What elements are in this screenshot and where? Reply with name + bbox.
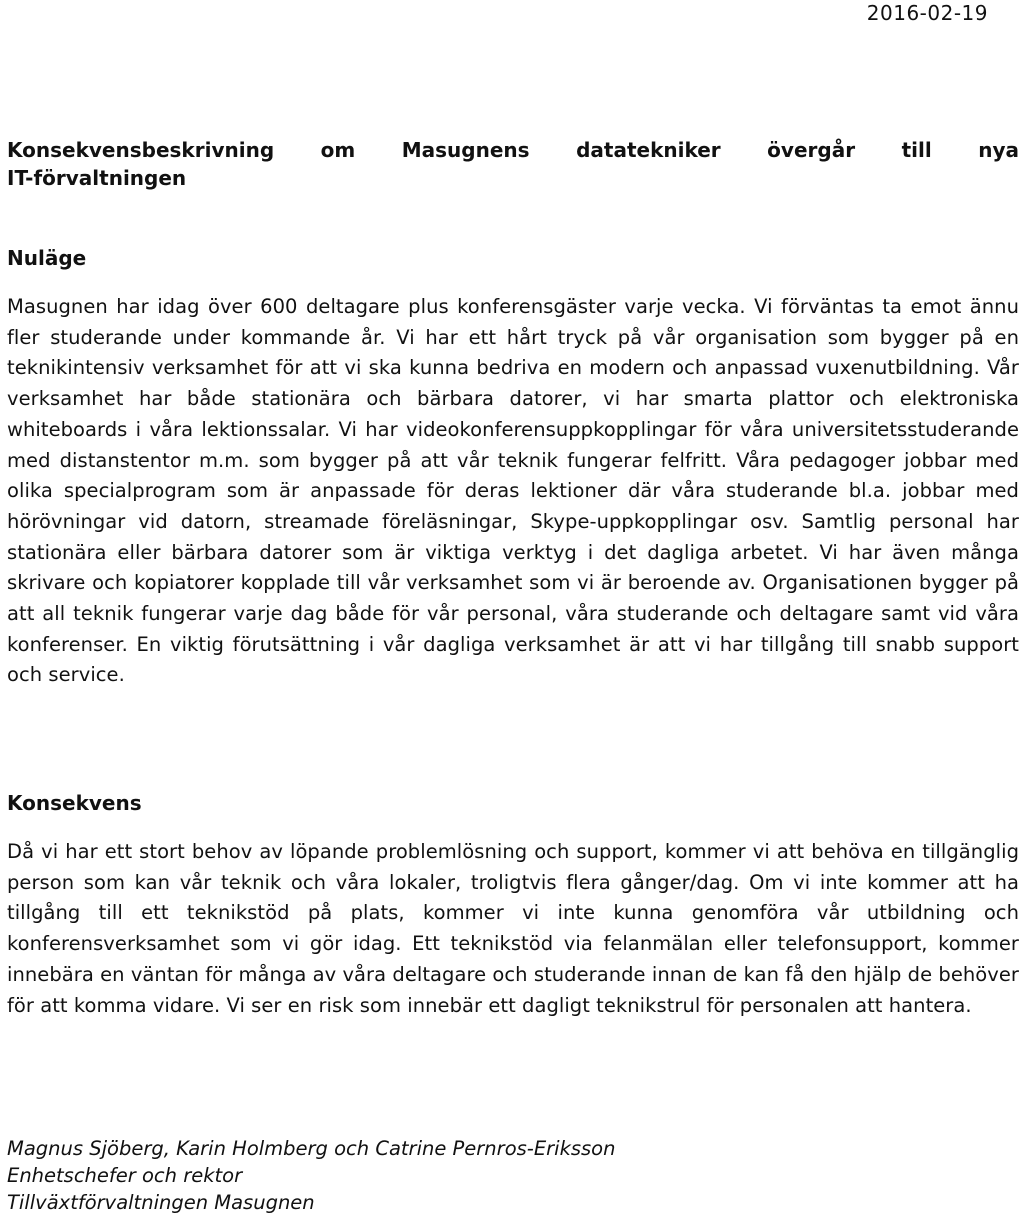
section-heading-nulage: Nuläge bbox=[7, 246, 87, 270]
document-title bbox=[7, 136, 1019, 192]
signature-organization: Tillväxtförvaltningen Masugnen bbox=[7, 1191, 315, 1214]
document-title-line-1: Konsekvensbeskrivning om Masugnens datatekniker övergår till nya bbox=[7, 138, 1019, 162]
signature-block bbox=[7, 1135, 615, 1216]
section-body-nulage: Masugnen har idag över 600 deltagare plus konferensgäster varje vecka. Vi förväntas ta emot ännu fler studerande under kommande år. Vi har ett hårt tryck på vår organisation som bygger på en teknikintensiv verksamhet för att vi ska kunna bedriva en modern och anpassad vuxenutbildning. Vår verksamhet har både stationära och bärbara datorer, vi har smarta plattor och elektroniska whiteboards i våra lektionssalar. Vi har videokonferensuppkopplingar för våra universitetsstuderande med distanstentor m.m. som bygger på att vår teknik fungerar felfritt. Våra pedagoger jobbar med olika specialprogram som är anpassade för deras lektioner där våra studerande bl.a. jobbar med hörövningar vid datorn, streamade föreläsningar, Skype-uppkopplingar osv. Samtlig personal har stationära eller bärbara datorer som är viktiga verktyg i det dagliga arbetet. Vi har även många skrivare och kopiatorer kopplade till vår verksamhet som vi är beroende av. Organisationen bygger på att all teknik fungerar varje dag både för vår personal, våra studerande och deltagare samt vid våra konferenser. En viktig förutsättning i vår dagliga verksamhet är att vi har tillgång till snabb support och service. bbox=[7, 295, 1019, 687]
signature-role: Enhetschefer och rektor bbox=[7, 1164, 243, 1187]
document-title-line-2: IT-förvaltningen bbox=[7, 166, 187, 190]
signature-names: Magnus Sjöberg, Karin Holmberg och Catrine Pernros-Eriksson bbox=[7, 1137, 616, 1160]
document-date: 2016-02-19 bbox=[866, 1, 988, 25]
section-body-konsekvens: Då vi har ett stort behov av löpande problemlösning och support, kommer vi att behöva en tillgänglig person som kan vår teknik och våra lokaler, troligtvis flera gånger/dag. Om vi inte kommer att ha tillgång till ett teknikstöd på plats, kommer vi inte kunna genomföra vår utbildning och konferensverksamhet som vi gör idag. Ett teknikstöd via felanmälan eller telefonsupport, kommer innebära en väntan för många av våra deltagare och studerande innan de kan få den hjälp de behöver för att komma vidare. Vi ser en risk som innebär ett dagligt teknikstrul för personalen att hantera. bbox=[7, 840, 1019, 1017]
section-heading-konsekvens: Konsekvens bbox=[7, 791, 142, 815]
